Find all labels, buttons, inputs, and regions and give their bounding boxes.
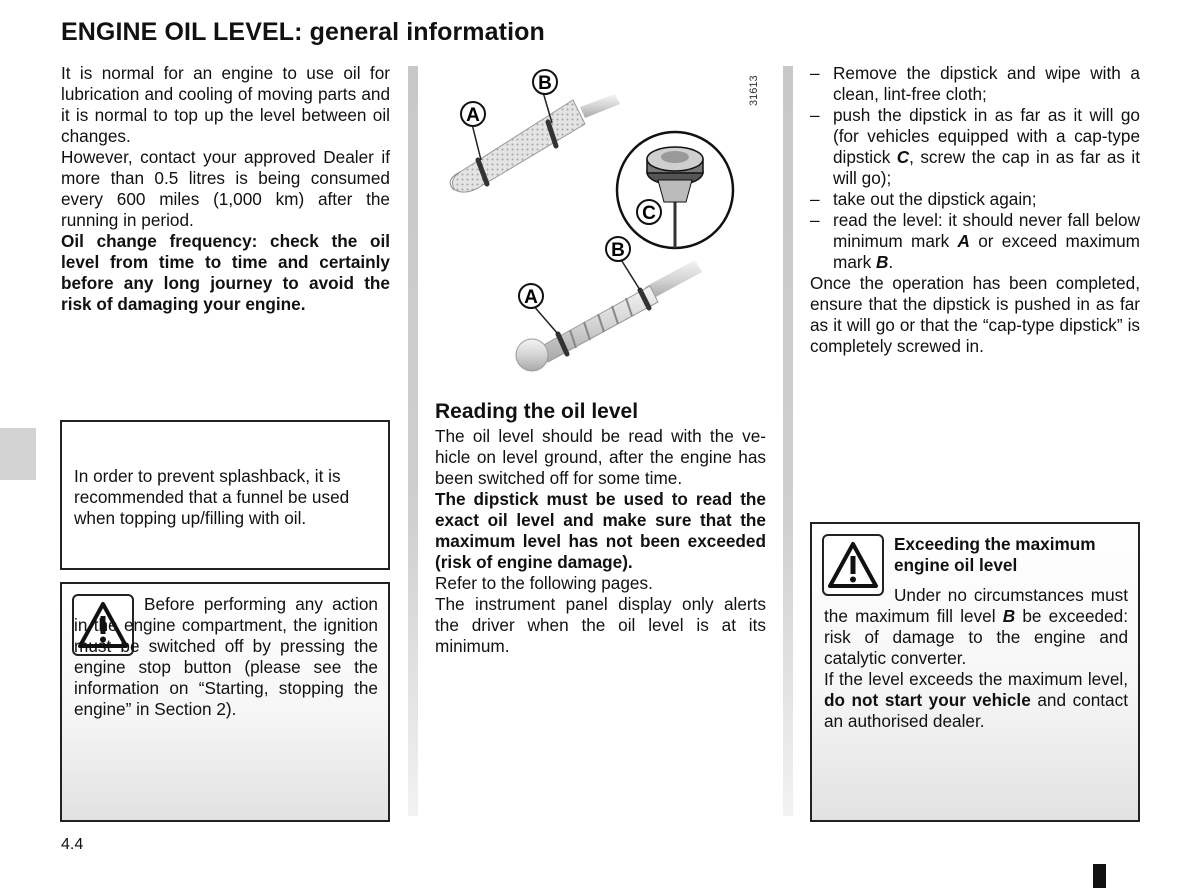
figure-code: 31613 — [748, 75, 760, 106]
intro-text — [61, 63, 390, 315]
page-title: ENGINE OIL LEVEL: general information — [61, 18, 545, 46]
page-number: 4.4 — [61, 836, 84, 853]
note-box — [60, 420, 390, 570]
procedure-step: – take out the dipstick again; — [810, 189, 1140, 210]
procedure-steps — [810, 63, 1140, 273]
procedure-closing-paragraph: Once the operation has been completed, ensure that the dipstick is pushed in as far as it will go or that the “cap-type dipstick” is completely screwed in. — [810, 273, 1140, 356]
reading-paragraph-4: The instrument panel display only alerts the driver when the oil level is at its minimum. — [435, 594, 766, 656]
intro-paragraph-1: It is normal for an engine to use oil for lubrication and cooling of moving parts and it is normal to top up the level between oil changes. — [61, 63, 390, 146]
procedure-step: – Remove the dipstick and wipe with a clean, lint-free cloth; — [810, 63, 1140, 105]
column-separator-left — [408, 66, 418, 816]
warning-box-ignition — [60, 582, 390, 822]
note-text: In order to prevent splashback, it is recommended that a funnel be used when topping up/filling with oil. — [74, 466, 350, 528]
reading-paragraph-2: The dipstick must be used to read the exact oil level and make sure that the maximum level has not been exceeded (risk of engine damage). — [435, 489, 766, 572]
reading-paragraph-1: The oil level should be read with the vehicle on level ground, after the engine has been switched off for some time. — [435, 426, 766, 488]
intro-paragraph-2: However, contact your approved Dealer if more than 0.5 litres is being consumed every 600 miles (1,000 km) after the running in period. — [61, 147, 390, 230]
cap-dipstick-detail — [617, 132, 733, 248]
label-b-lower-text: B — [611, 240, 625, 261]
reading-oil-level-heading: Reading the oil level — [435, 400, 639, 423]
column-separator-right — [783, 66, 793, 816]
label-a-upper-text: A — [466, 105, 480, 126]
warning-max-level-text: Under no circumstances must the maximum fill level B be exceeded: risk of damage to the engine and catalytic converter. If the level exceeds the maximum level, do not start your vehicle and contact an authorised dealer. — [824, 585, 1128, 731]
warning-box-max-level — [810, 522, 1140, 822]
label-b-upper-text: B — [538, 73, 552, 94]
warning-max-level-title: Exceeding the maximum engine oil level — [894, 534, 1096, 575]
dipstick-illustration — [430, 62, 770, 392]
reading-oil-level-text — [435, 426, 766, 657]
lower-dipstick — [516, 258, 702, 371]
procedure-step: – read the level: it should never fall below minimum mark A or exceed maximum mark B. — [810, 210, 1140, 273]
procedure-step: – push the dipstick in as far as it will go (for vehicles equipped with a cap-type dipstick C, screw the cap in as far as it will go); — [810, 105, 1140, 189]
dipstick-procedure — [810, 63, 1140, 357]
section-tab — [0, 428, 36, 480]
reading-paragraph-3: Refer to the following pages. — [435, 573, 653, 593]
warning-ignition-text: Before performing any action in the engine compartment, the ignition must be switched off by pressing the engine stop button (please see the information on “Starting, stopping the engine” in Section 2). — [74, 594, 378, 719]
oil-change-frequency-paragraph: Oil change frequency: check the oil level from time to time and certainly before any long journey to avoid the risk of damaging your engine. — [61, 231, 390, 314]
label-a-lower-text: A — [524, 287, 538, 308]
page-corner-marker — [1093, 864, 1106, 888]
label-c-text: C — [642, 203, 656, 224]
